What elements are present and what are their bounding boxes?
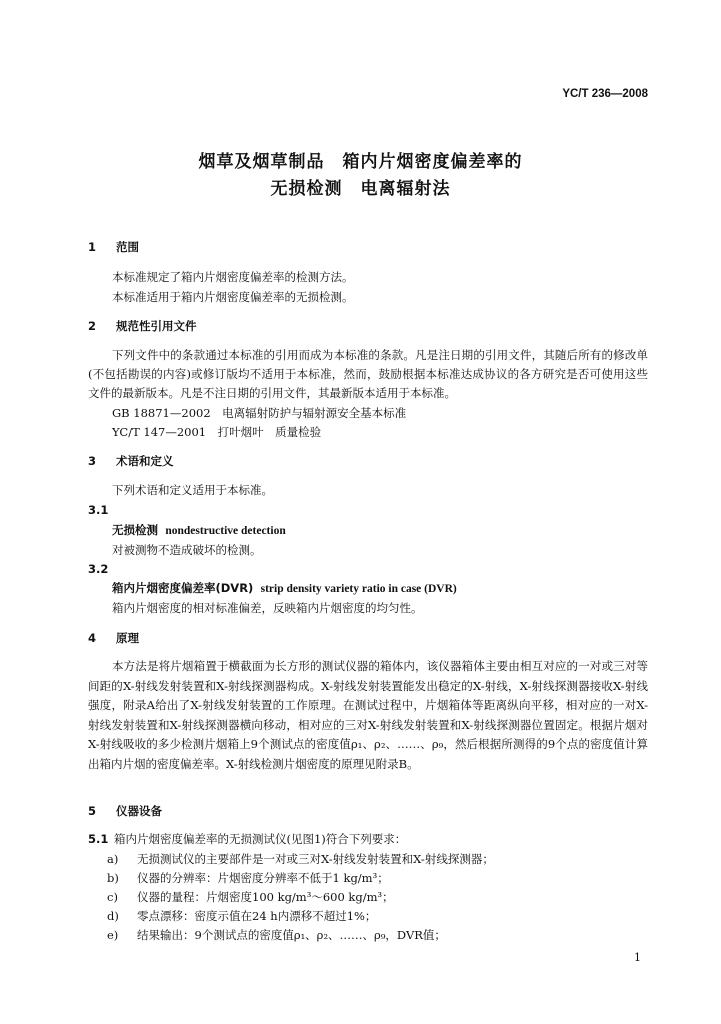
section-3-heading (88, 453, 174, 469)
list-item (107, 908, 376, 924)
section-title: 原理 (116, 631, 139, 645)
list-text: 仪器的量程：片烟密度100 kg/m³～600 kg/m³； (137, 890, 394, 904)
subsection-3-1-number: 3.1 (88, 503, 109, 517)
term-3-2 (112, 580, 457, 596)
list-text: 仪器的分辨率：片烟密度分辨率不低于1 kg/m³； (137, 871, 389, 885)
document-title-line-1: 烟草及烟草制品 箱内片烟密度偏差率的 (198, 152, 523, 172)
term-3-2-definition: 箱内片烟密度的相对标准偏差，反映箱内片烟密度的均匀性。 (112, 601, 423, 615)
section-2-heading (88, 318, 197, 334)
term-chinese: 箱内片烟密度偏差率(DVR) (112, 581, 254, 595)
section-number: 1 (88, 240, 97, 254)
list-text: 零点漂移：密度示值在24 h内漂移不超过1%； (137, 909, 377, 923)
list-label: a) (107, 852, 119, 866)
list-item (107, 870, 389, 886)
section-title: 范围 (116, 240, 139, 254)
section-1-paragraph-1: 本标准规定了箱内片烟密度偏差率的检测方法。 (112, 270, 354, 284)
term-chinese: 无损检测 (112, 523, 158, 537)
list-item (107, 927, 446, 943)
list-label: b) (107, 871, 119, 885)
section-number: 4 (88, 631, 97, 645)
list-label: c) (107, 890, 118, 904)
list-text: 无损测试仪的主要部件是一对或三对X-射线发射装置和X-射线探测器； (137, 852, 494, 866)
section-1-heading (88, 239, 139, 255)
subsection-5-1 (88, 831, 406, 847)
list-label: d) (107, 909, 119, 923)
section-2-paragraph: 下列文件中的条款通过本标准的引用而成为本标准的条款。凡是注日期的引用文件，其随后所有的修改单(不包括勘误的内容)或修订版均不适用于本标准，然而，鼓励根据本标准达成协议的各方研究是否可使用这些文件的最新版本。凡是不注日期的引用文件，其最新版本适用于本标准。 (88, 348, 648, 400)
section-1-paragraph-2: 本标准适用于箱内片烟密度偏差率的无损检测。 (112, 290, 354, 304)
section-number: 3 (88, 454, 97, 468)
term-3-1 (112, 522, 286, 538)
term-english: nondestructive detection (165, 525, 286, 537)
list-label: e) (107, 928, 119, 942)
section-3-paragraph: 下列术语和定义适用于本标准。 (112, 483, 273, 497)
section-number: 2 (88, 319, 97, 333)
reference-1: GB 18871—2002 电离辐射防护与辐射源安全基本标准 (112, 406, 407, 420)
list-text: 结果输出：9个测试点的密度值ρ₁、ρ₂、……、ρ₉，DVR值； (137, 928, 446, 942)
term-english: strip density variety ratio in case (DVR) (260, 583, 457, 595)
section-4-paragraph: 本方法是将片烟箱置于横截面为长方形的测试仪器的箱体内，该仪器箱体主要由相互对应的一对或三对等间距的X-射线发射装置和X-射线探测器构成。X-射线发射装置能发出稳定的X-射线，X-射线探测器接收X-射线强度，附录A给出了X-射线发射装置的工作原理。在测试过程中，片烟箱体等距离纵向平移，相对应的一对X-射线发射装置和X-射线探测器横向移动，相对应的三对X-射线发射装置和X-射线探测器位置固定。根据片烟对X-射线吸收的多少检测片烟箱上9个测试点的密度值ρ₁、ρ₂、……、ρ₉，然后根据所测得的9个点的密度值计算出箱内片烟的密度偏差率。X-射线检测片烟密度的原理见附录B。 (88, 659, 648, 771)
subsection-number: 5.1 (88, 832, 109, 846)
list-item (107, 889, 394, 905)
page-number: 1 (634, 951, 641, 964)
section-5-heading (88, 803, 162, 819)
section-4-heading (88, 630, 139, 646)
section-title: 仪器设备 (116, 804, 162, 818)
section-title: 规范性引用文件 (116, 319, 197, 333)
document-title-line-2: 无损检测 电离辐射法 (270, 179, 451, 199)
subsection-text: 箱内片烟密度偏差率的无损测试仪(见图1)符合下列要求： (114, 832, 407, 846)
standard-code: YC/T 236—2008 (562, 88, 648, 100)
list-item (107, 851, 494, 867)
subsection-3-2-number: 3.2 (88, 562, 109, 576)
section-number: 5 (88, 804, 97, 818)
reference-2: YC/T 147—2001 打叶烟叶 质量检验 (112, 425, 322, 439)
section-title: 术语和定义 (116, 454, 174, 468)
term-3-1-definition: 对被测物不造成破坏的检测。 (112, 543, 262, 557)
